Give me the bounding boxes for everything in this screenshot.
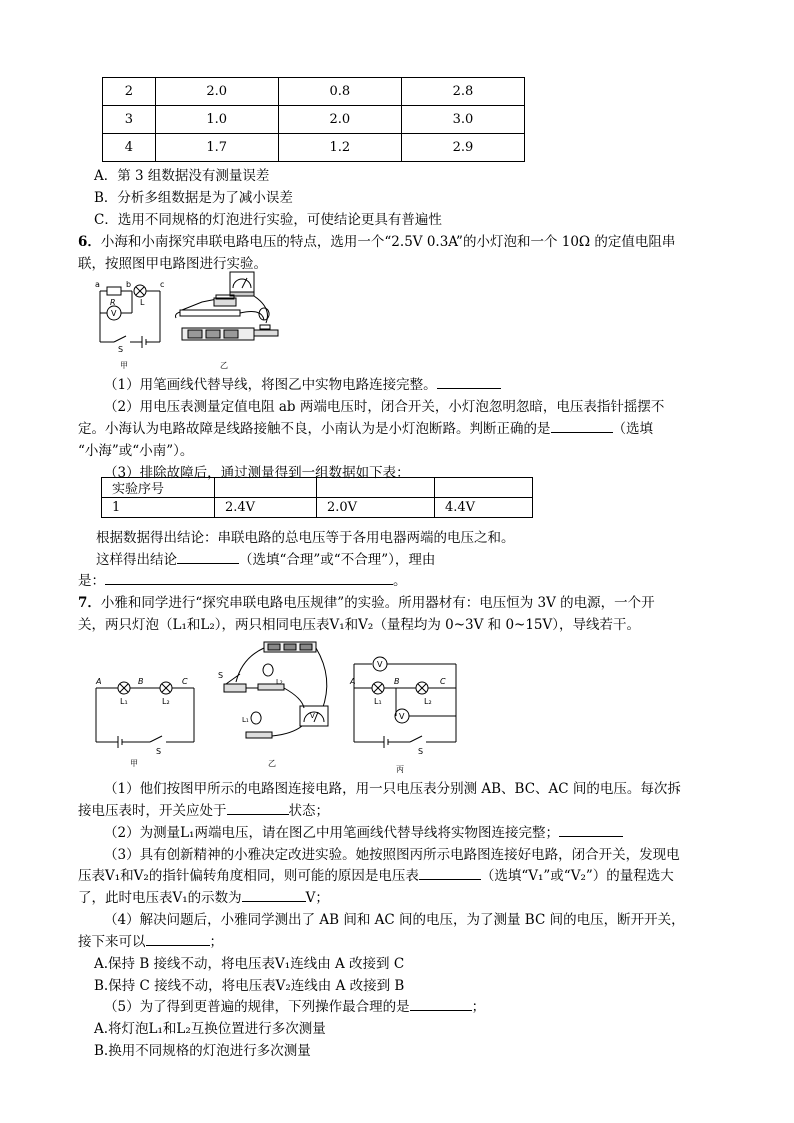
answer-blank[interactable] xyxy=(419,879,481,880)
answer-blank[interactable] xyxy=(177,563,239,564)
lamp-label: L xyxy=(140,298,145,307)
question-7-stem-line1: 7．小雅和同学进行“探究串联电路电压规律”的实验。所用器材有：电压恒为 3V 的电源，一个开 xyxy=(78,595,655,611)
option-a: A.将灯泡L₁和L₂互换位置进行多次测量 xyxy=(94,1021,326,1037)
table-row: 1 2.4V 2.0V 4.4V xyxy=(102,498,533,518)
answer-blank[interactable] xyxy=(242,901,306,902)
data-table-2 xyxy=(101,477,533,518)
option-a: A．第 3 组数据没有测量误差 xyxy=(94,168,270,184)
svg-text:C: C xyxy=(182,677,188,686)
svg-text:L₂: L₂ xyxy=(276,678,283,686)
option-c: C．选用不同规格的灯泡进行实验，可使结论更具有普遍性 xyxy=(94,212,442,228)
svg-text:C: C xyxy=(440,677,446,686)
table-header-row: 实验序号 xyxy=(102,478,533,498)
question-7-part4-line1: （4）解决问题后，小雅同学测出了 AB 间和 AC 间的电压，为了测量 BC 间的电压，断开开关， xyxy=(104,912,685,928)
question-6-part1: （1）用笔画线代替导线，将图乙中实物电路连接完整。 xyxy=(104,373,501,393)
conclusion-text: 根据数据得出结论：串联电路的总电压等于各用电器两端的电压之和。 xyxy=(96,530,515,546)
answer-blank[interactable] xyxy=(437,388,501,389)
svg-text:S: S xyxy=(218,671,224,680)
question-7-part3-line2: 压表V₁和V₂的指针偏转角度相同，则可能的原因是电压表 （选填“V₁”或“V₂”）的量程选大 xyxy=(78,868,674,884)
question-6-stem-line2: 联，按照图甲电路图进行实验。 xyxy=(78,256,267,272)
question-7-stem-line2: 关，两只灯泡（L₁和L₂），两只相同电压表V₁和V₂（量程均为 0~3V 和 0~15V），导线若干。 xyxy=(78,617,641,633)
circuit-diagram-jia xyxy=(90,276,170,370)
question-6-part2-line3: “小海”或“小南”）。 xyxy=(78,443,194,459)
svg-text:V: V xyxy=(377,660,383,669)
svg-text:L₁: L₁ xyxy=(242,716,249,724)
question-7-part4-line2: 接下来可以 ； xyxy=(78,934,223,950)
figure-yi-caption: 乙 xyxy=(220,361,228,370)
figure-yi-caption: 乙 xyxy=(268,759,276,768)
answer-blank[interactable] xyxy=(105,584,393,585)
svg-text:L₂: L₂ xyxy=(424,697,432,706)
question-6-stem-line1: 6．小海和小南探究串联电路电压的特点，选用一个“2.5V 0.3A”的小灯泡和一个 10Ω 的定值电阻串 xyxy=(78,234,676,250)
point-a-label: a xyxy=(95,280,100,289)
svg-text:S: S xyxy=(156,747,162,756)
option-a: A.保持 B 接线不动，将电压表V₁连线由 A 改接到 C xyxy=(94,956,405,972)
svg-text:S: S xyxy=(418,747,424,756)
answer-blank[interactable] xyxy=(227,814,289,815)
point-b-label: b xyxy=(126,280,132,289)
answer-blank[interactable] xyxy=(559,836,623,837)
data-table-1 xyxy=(102,77,525,162)
svg-text:V: V xyxy=(310,712,315,720)
voltmeter-label: V xyxy=(111,309,117,318)
svg-text:L₁: L₁ xyxy=(120,697,128,706)
question-7-part5: （5）为了得到更普遍的规律，下列操作最合理的是 ； xyxy=(104,999,486,1015)
question-7-part2: （2）为测量L₁两端电压，请在图乙中用笔画线代替导线将实物图连接完整； xyxy=(104,821,623,841)
svg-text:L₁: L₁ xyxy=(374,697,382,706)
circuit-diagram-q7-bing xyxy=(344,654,470,776)
svg-text:V: V xyxy=(399,712,405,721)
figure-jia-caption: 甲 xyxy=(130,759,138,768)
table-row: 4 1.7 1.2 2.9 xyxy=(103,134,525,162)
option-b: B.换用不同规格的灯泡进行多次测量 xyxy=(94,1043,311,1059)
answer-blank[interactable] xyxy=(146,945,210,946)
question-7-part1-line1: （1）他们按图甲所示的电路图连接电路，用一只电压表分别测 AB、BC、AC 间的电压。每次拆 xyxy=(104,781,681,797)
figure-jia-caption: 甲 xyxy=(120,361,128,370)
question-7-part3-line3: 了，此时电压表V₁的示数为 V； xyxy=(78,890,329,906)
option-b: B.保持 C 接线不动，将电压表V₂连线由 A 改接到 B xyxy=(94,978,405,994)
switch-label: S xyxy=(118,345,124,354)
point-c-label: c xyxy=(160,280,165,289)
reason-line1: 这样得出结论 （选填“合理”或“不合理”），理由 xyxy=(96,552,436,568)
question-6-part2-line2: 定。小海认为电路故障是线路接触不良，小南认为是小灯泡断路。判断正确的是 （选填 xyxy=(78,421,653,437)
question-6-part3: （3）排除故障后，通过测量得到一组数据如下表： xyxy=(104,465,410,481)
question-7-part1-line2: 接电压表时，开关应处于 状态； xyxy=(78,803,329,819)
svg-text:L₂: L₂ xyxy=(162,697,170,706)
svg-text:A: A xyxy=(96,677,102,686)
reason-line2: 是： 。 xyxy=(78,573,407,589)
svg-text:A: A xyxy=(350,677,356,686)
table-row: 3 1.0 2.0 3.0 xyxy=(103,106,525,134)
svg-text:B: B xyxy=(394,677,400,686)
answer-blank[interactable] xyxy=(410,1010,472,1011)
physical-circuit-q7-yi xyxy=(212,638,336,770)
question-7-part3-line1: （3）具有创新精神的小雅决定改进实验。她按照图丙所示电路图连接好电路，闭合开关，发现电 xyxy=(104,847,680,863)
option-b: B．分析多组数据是为了减小误差 xyxy=(94,190,293,206)
figure-bing-caption: 丙 xyxy=(396,765,404,774)
physical-circuit-yi xyxy=(172,268,284,372)
circuit-diagram-q7-jia xyxy=(90,672,206,772)
question-6-part2-line1: （2）用电压表测量定值电阻 ab 两端电压时，闭合开关，小灯泡忽明忽暗，电压表指针摇摆不 xyxy=(104,399,665,415)
answer-blank[interactable] xyxy=(551,432,613,433)
table-row: 2 2.0 0.8 2.8 xyxy=(103,78,525,106)
resistor-label: R xyxy=(110,298,116,307)
svg-text:B: B xyxy=(138,677,144,686)
